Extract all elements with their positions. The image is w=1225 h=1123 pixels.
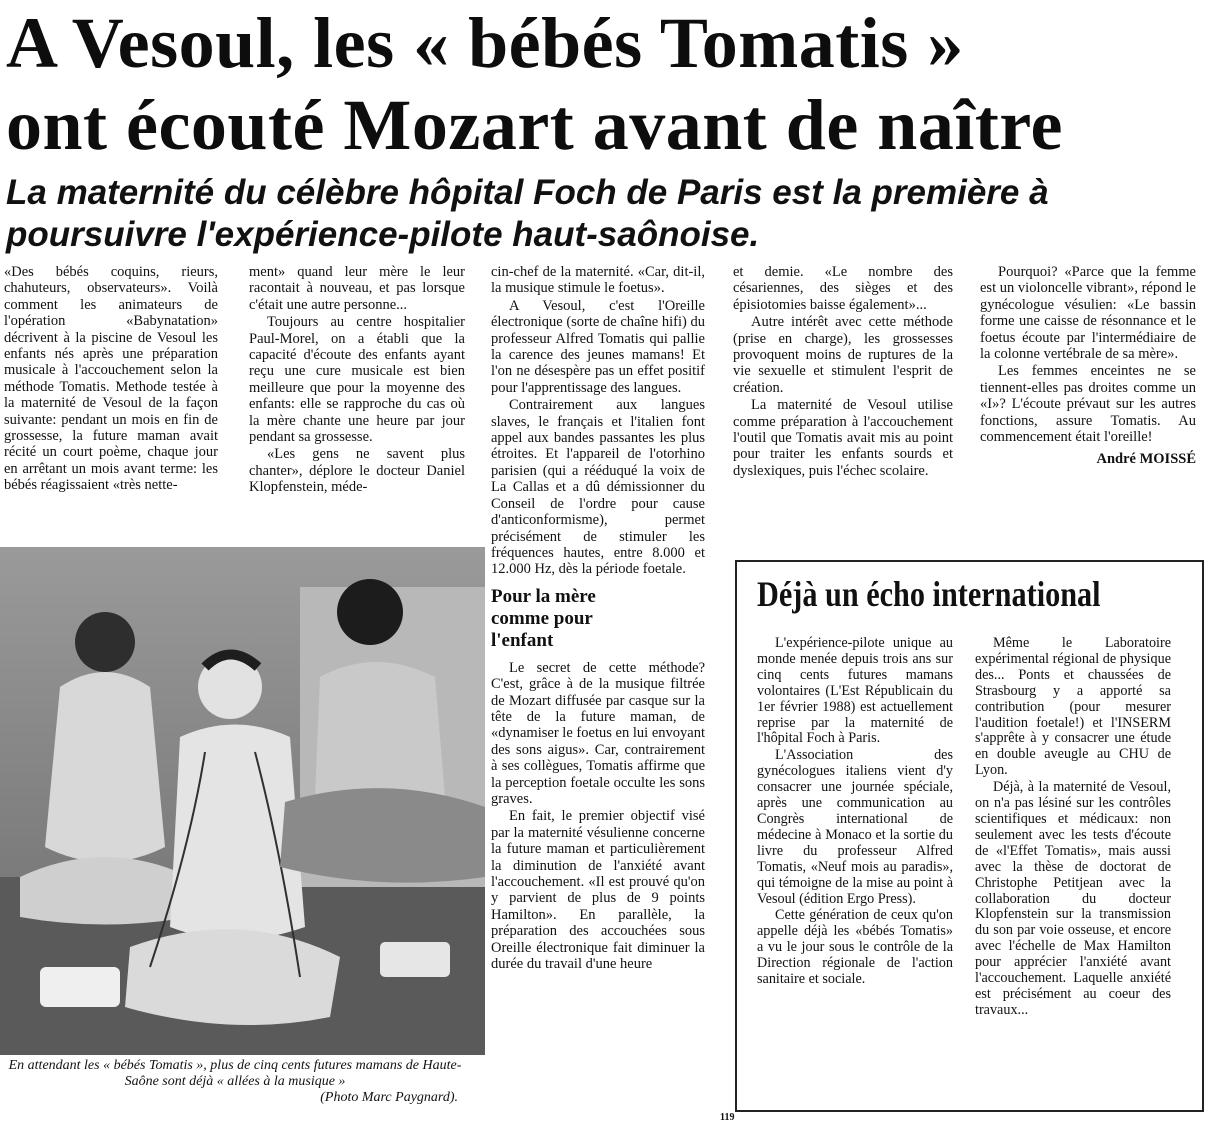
column-3-subheading: Pour la mère comme pour l'enfant [491,585,596,651]
article-column-1 [4,264,218,494]
photo-caption [0,1058,470,1106]
sidebar-right-paragraph-2: Déjà, à la maternité de Vesoul, on n'a pas lésiné sur les contrôles scientifiques et médicaux: non seulement avec les tests d'écoute de «l'Effet Tomatis», mais aussi avec la thèse de doctorat de Christophe Petitjean avec la collaboration du docteur Klopfenstein sur la transmission du son par voie osseuse, et encore avec l'échelle de Max Hamilton pour apprécier l'anxiété avant l'accouchement. Laquelle anxiété est précisément au coeur des travaux... [975,779,1171,1018]
article-column-2 [249,264,465,496]
column-3-paragraph-3: Contrairement aux langues slaves, le français et l'italien font appel aux bandes passantes les plus étroites. Et l'appareil de l'otorhino parisien (qui a rééduqué la voix de La Callas et a dû démissionner du Conseil de l'ordre pour cause d'anticonformisme), permet précisément de stimuler les fréquences hautes, entre 8.000 et 12.000 Hz, dès la période foetale. [491,397,705,578]
sidebar-left-paragraph-1: L'expérience-pilote unique au monde menée depuis trois ans sur cinq cents futures mamans volontaires (L'Est Républicain du 1er février 1988) est actuellement reprise par la maternité de l'hôpital Foch à Paris. [757,635,953,747]
article-title [6,2,1216,166]
sidebar-left-paragraph-3: Cette génération de ceux qu'on appelle déjà les «bébés Tomatis» a vu le jour sous le contrôle de la Direction régionale de l'action sanitaire et sociale. [757,907,953,988]
title-line-1: A Vesoul, les « bébés Tomatis » [6,3,964,83]
author-signature: André MOISSÉ [1096,451,1196,468]
photo-credit: (Photo Marc Paygnard). [320,1090,458,1105]
column-3-paragraph-5: En fait, le premier objectif visé par la maternité vésulienne concerne la future maman et particulièrement la diminution de l'anxiété avant l'accouchement. «Il est prouvé qu'on y parvient de plus de 9 points Hamilton». En parallèle, la préparation des accouchées sous Oreille électronique fait diminuer la durée du travail d'une heure [491,808,705,973]
column-2-paragraph-1: ment» quand leur mère le leur racontait à nouveau, et pas lorsque c'était une autre personne... [249,264,465,313]
column-4-paragraph-3: La maternité de Vesoul utilise comme préparation à l'accouchement l'outil que Tomatis avait mis au point pour traiter les enfants sourds et dyslexiques, puis l'échec scolaire. [733,397,953,479]
photo-pregnant-women-headphones [0,547,485,1055]
photo-illustration [0,547,485,1055]
article-column-4 [733,264,953,479]
sidebar-right-paragraph-1: Même le Laboratoire expérimental régional de physique des... Ponts et chaussées de Strasbourg y a apporté sa contribution (pour mesurer l'audition foetale!) et l'INSERM s'apprête à y consacrer une étude en double aveugle au CHU de Lyon. [975,635,1171,779]
column-3-paragraph-2: A Vesoul, c'est l'Oreille électronique (sorte de chaîne hifi) du professeur Alfred Tomatis qui pallie la carence des jeunes mamans! Et l'on ne désespère pas un effet positif pour l'apprentissage des langues. [491,297,705,396]
sidebar-column-right [975,636,1171,1019]
page-number: 119 [720,1112,735,1123]
column-4-paragraph-1: et demie. «Le nombre des césariennes, des sièges et des épisiotomies baisse également»... [733,264,953,313]
article-column-3 [491,264,705,972]
article-subtitle [6,172,1216,256]
column-5-paragraph-1: Pourquoi? «Parce que la femme est un violoncelle vibrant», répond le gynécologue vésulien: «Le bassin forme une caisse de résonnance et le foetus écoute par l'intermédiaire de la colonne vertébrale de sa mère». [980,264,1196,363]
sidebar-box-title: Déjà un écho international [757,574,1101,614]
sidebar-left-paragraph-2: L'Association des gynécologues italiens vient d'y consacrer une journée spéciale, après une communication au Congrès international de médecine à Monaco et la sortie du livre du professeur Alfred Tomatis, «Neuf mois au paradis», qui témoigne de la mise au point à Vesoul (édition Ergo Press). [757,747,953,907]
article-column-5 [980,264,1196,468]
subtitle-line-1: La maternité du célèbre hôpital Foch de Paris est la première à [6,173,1049,212]
column-5-paragraph-2: Les femmes enceintes ne se tiennent-elles pas droites comme un «I»? L'écoute prévaut sur les autres fonctions, assure Tomatis. Au commencement était l'oreille! [980,363,1196,446]
column-3-paragraph-4: Le secret de cette méthode? C'est, grâce à de la musique filtrée de Mozart diffusée par casque sur la tête de la future maman, de «dynamiser le foetus en lui envoyant des sons aigus». Car, contrairement à ses collègues, Tomatis affirme que la perception foetale occulte les sons graves. [491,659,705,807]
title-line-2: ont écouté Mozart avant de naître [6,85,1063,165]
column-3-paragraph-1: cin-chef de la maternité. «Car, dit-il, la musique stimule le foetus». [491,264,705,297]
column-1-paragraph-1: «Des bébés coquins, rieurs, chahuteurs, observateurs». Voilà comment les animateurs de l'opération «Babynatation» décrivent à la piscine de Vesoul les enfants nés après une préparation musicale à l'accouchement selon la méthode Tomatis. Methode testée à la maternité de Vesoul de la façon suivante: pendant un mois en fin de grossesse, la future maman avait récité un court poème, chaque jour en arrêtant un mois avant terme: les bébés réagissaient «très nette- [4,264,218,494]
column-2-paragraph-3: «Les gens ne savent plus chanter», déplore le docteur Daniel Klopfenstein, méde- [249,446,465,496]
column-2-paragraph-2: Toujours au centre hospitalier Paul-Morel, on a établi que la capacité d'écoute des enfants ayant reçu une cure musicale est bien meilleure que pour la moyenne des enfants: elle se rapproche du cas où la mère chante une heure par jour pendant sa grossesse. [249,314,465,446]
sidebar-box [735,560,1204,1112]
sidebar-column-left [757,636,953,988]
column-4-paragraph-2: Autre intérêt avec cette méthode (prise en charge), les grossesses provoquent moins de ruptures de la vie sexuelle et stimulent l'esprit de création. [733,314,953,396]
photo-caption-text: En attendant les « bébés Tomatis », plus de cinq cents futures mamans de Haute-Saône sont déjà « allées à la musique » [8,1058,462,1089]
subtitle-line-2: poursuivre l'expérience-pilote haut-saônoise. [6,215,760,254]
